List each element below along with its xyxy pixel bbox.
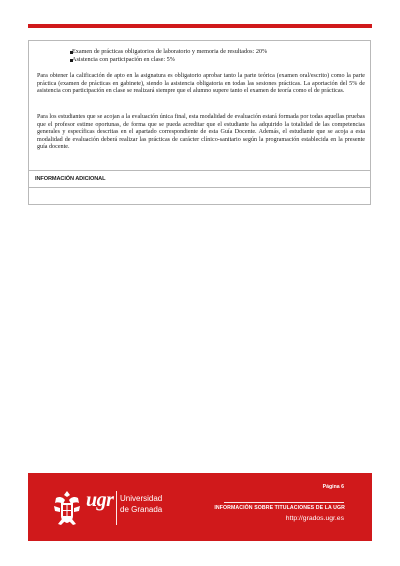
titulaciones-info-title: INFORMACIÓN SOBRE TITULACIONES DE LA UGR — [214, 505, 345, 511]
university-name-line-1: Universidad — [120, 494, 163, 503]
grados-link[interactable]: http://grados.ugr.es — [285, 515, 344, 522]
evaluation-bullet-list — [48, 48, 267, 64]
university-name — [120, 493, 162, 515]
university-seal-icon — [52, 490, 82, 526]
additional-info-section — [28, 171, 371, 205]
bullet-item: Asistencia con participación en clase: 5% — [48, 56, 267, 64]
page-footer — [28, 473, 372, 541]
page-number: Página 6 — [322, 484, 344, 490]
additional-info-header: INFORMACIÓN ADICIONAL — [29, 171, 370, 188]
single-evaluation-paragraph: Para los estudiantes que se acojan a la evaluación única final, esta modalidad de evaluación estará formada por todas aquellas pruebas que el profesor estime oportunas, de forma que se pueda acreditar que el estudiante ha adquirido la totalidad de las competencias generales y específicas descritas en el apartado correspondiente de esta Guía Docente. Además, el estudiante que se acoja a esta modalidad de evaluación deberá realizar las prácticas de carácter clínico-sanitario según la programación establecida en la presente guía docente. — [37, 114, 365, 151]
university-name-line-2: de Granada — [120, 505, 163, 514]
bullet-item: Examen de prácticas obligatorios de laboratorio y memoria de resultados: 20% — [48, 48, 267, 56]
ugr-logo-text: ugr — [86, 489, 114, 511]
footer-divider-line — [224, 502, 344, 503]
evaluation-paragraph: Para obtener la calificación de apto en la asignatura es obligatorio aprobar tanto la parte teórica (examen oral/escrito) como la parte práctica (examen de prácticas en gabinete), siendo la asistencia obligatoria en todas las sesiones prácticas. La aportación del 5% de asistencia con participación en clase se realizará siempre que el alumno supere tanto el examen de teoría como el de prácticas. — [37, 73, 365, 95]
top-red-rule — [28, 24, 372, 28]
logo-divider — [116, 491, 117, 525]
